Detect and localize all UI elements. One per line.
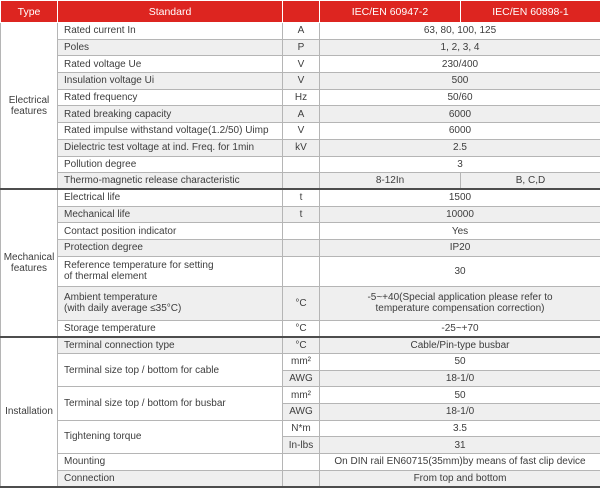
unit-cell: °C	[283, 337, 320, 354]
unit-cell: P	[283, 39, 320, 56]
value-cell: IP20	[320, 239, 600, 256]
value-cell: 1, 2, 3, 4	[320, 39, 600, 56]
spec-label: Reference temperature for setting of thermal element	[58, 256, 283, 286]
table-row	[1, 206, 600, 223]
table-row	[1, 454, 600, 471]
spec-label: Poles	[58, 39, 283, 56]
unit-cell: V	[283, 123, 320, 140]
spec-label: Tightening torque	[58, 420, 283, 453]
type-cell-electrical: Electrical features	[1, 23, 58, 190]
value-cell: 2.5	[320, 139, 600, 156]
spec-label: Rated breaking capacity	[58, 106, 283, 123]
unit-cell: Hz	[283, 89, 320, 106]
value-cell: 6000	[320, 123, 600, 140]
spec-label: Ambient temperature (with daily average ≤35°C)	[58, 286, 283, 320]
header-iec-60898-1: IEC/EN 60898-1	[461, 1, 600, 23]
value-cell: -25~+70	[320, 320, 600, 337]
type-cell-mechanical: Mechanical features	[1, 189, 58, 336]
value-cell: On DIN rail EN60715(35mm)by means of fast clip device	[320, 454, 600, 471]
spec-label: Protection degree	[58, 239, 283, 256]
spec-label: Mounting	[58, 454, 283, 471]
value-cell: 63, 80, 100, 125	[320, 23, 600, 40]
unit-cell: t	[283, 206, 320, 223]
spec-label: Terminal connection type	[58, 337, 283, 354]
value-cell: 50/60	[320, 89, 600, 106]
table-row	[1, 239, 600, 256]
spec-label: Contact position indicator	[58, 223, 283, 240]
table-row	[1, 320, 600, 337]
spec-label: Electrical life	[58, 189, 283, 206]
table-row	[1, 286, 600, 320]
spec-label: Terminal size top / bottom for busbar	[58, 387, 283, 420]
table-row	[1, 56, 600, 73]
table-row	[1, 337, 600, 354]
value-cell: Cable/Pin-type busbar	[320, 337, 600, 354]
unit-cell: AWG	[283, 404, 320, 421]
value-cell: 31	[320, 437, 600, 454]
spec-label: Storage temperature	[58, 320, 283, 337]
value-cell: 6000	[320, 106, 600, 123]
table-row	[1, 223, 600, 240]
unit-cell: mm²	[283, 354, 320, 371]
table-row	[1, 420, 600, 437]
unit-cell	[283, 239, 320, 256]
value-cell: 3.5	[320, 420, 600, 437]
unit-cell: t	[283, 189, 320, 206]
header-row	[1, 1, 600, 23]
table-row	[1, 106, 600, 123]
table-row	[1, 173, 600, 190]
unit-cell: kV	[283, 139, 320, 156]
value-cell: 500	[320, 73, 600, 90]
unit-cell: °C	[283, 320, 320, 337]
value-cell: 50	[320, 354, 600, 371]
value-cell: 10000	[320, 206, 600, 223]
value-cell: 50	[320, 387, 600, 404]
table-row	[1, 156, 600, 173]
table-row	[1, 139, 600, 156]
unit-cell: AWG	[283, 370, 320, 387]
unit-cell: A	[283, 106, 320, 123]
unit-cell	[283, 454, 320, 471]
table-row	[1, 89, 600, 106]
value-cell: 18-1/0	[320, 370, 600, 387]
spec-label: Thermo-magnetic release characteristic	[58, 173, 283, 190]
spec-label: Rated impulse withstand voltage(1.2/50) Uimp	[58, 123, 283, 140]
header-standard: Standard	[58, 1, 283, 23]
value-cell: 3	[320, 156, 600, 173]
spec-label: Insulation voltage Ui	[58, 73, 283, 90]
unit-cell	[283, 223, 320, 240]
spec-label: Connection	[58, 470, 283, 487]
spec-label: Rated current In	[58, 23, 283, 40]
spec-label: Mechanical life	[58, 206, 283, 223]
value-cell: Yes	[320, 223, 600, 240]
unit-cell: In-lbs	[283, 437, 320, 454]
spec-label: Rated voltage Ue	[58, 56, 283, 73]
value-cell: 18-1/0	[320, 404, 600, 421]
unit-cell: °C	[283, 286, 320, 320]
type-cell-installation: Installation	[1, 337, 58, 487]
unit-cell	[283, 173, 320, 190]
table-row	[1, 387, 600, 404]
unit-cell	[283, 470, 320, 487]
unit-cell	[283, 156, 320, 173]
spec-label: Dielectric test voltage at ind. Freq. for 1min	[58, 139, 283, 156]
unit-cell: mm²	[283, 387, 320, 404]
value-cell: 230/400	[320, 56, 600, 73]
table-row	[1, 189, 600, 206]
table-row	[1, 123, 600, 140]
unit-cell: A	[283, 23, 320, 40]
unit-cell	[283, 256, 320, 286]
header-type: Type	[1, 1, 58, 23]
table-row	[1, 470, 600, 487]
header-iec-60947-2: IEC/EN 60947-2	[320, 1, 461, 23]
table-row	[1, 23, 600, 40]
table-row	[1, 354, 600, 371]
table-row	[1, 256, 600, 286]
spec-label: Terminal size top / bottom for cable	[58, 354, 283, 387]
unit-cell: V	[283, 56, 320, 73]
spec-label: Rated frequency	[58, 89, 283, 106]
spec-label: Pollution degree	[58, 156, 283, 173]
unit-cell: N*m	[283, 420, 320, 437]
value-cell-60898: B, C,D	[461, 173, 600, 190]
value-cell: From top and bottom	[320, 470, 600, 487]
value-cell-60947: 8-12In	[320, 173, 461, 190]
table-row	[1, 73, 600, 90]
value-cell: 1500	[320, 189, 600, 206]
value-cell: 30	[320, 256, 600, 286]
header-unit	[283, 1, 320, 23]
value-cell: -5~+40(Special application please refer to temperature compensation correction)	[320, 286, 600, 320]
unit-cell: V	[283, 73, 320, 90]
table-row	[1, 39, 600, 56]
